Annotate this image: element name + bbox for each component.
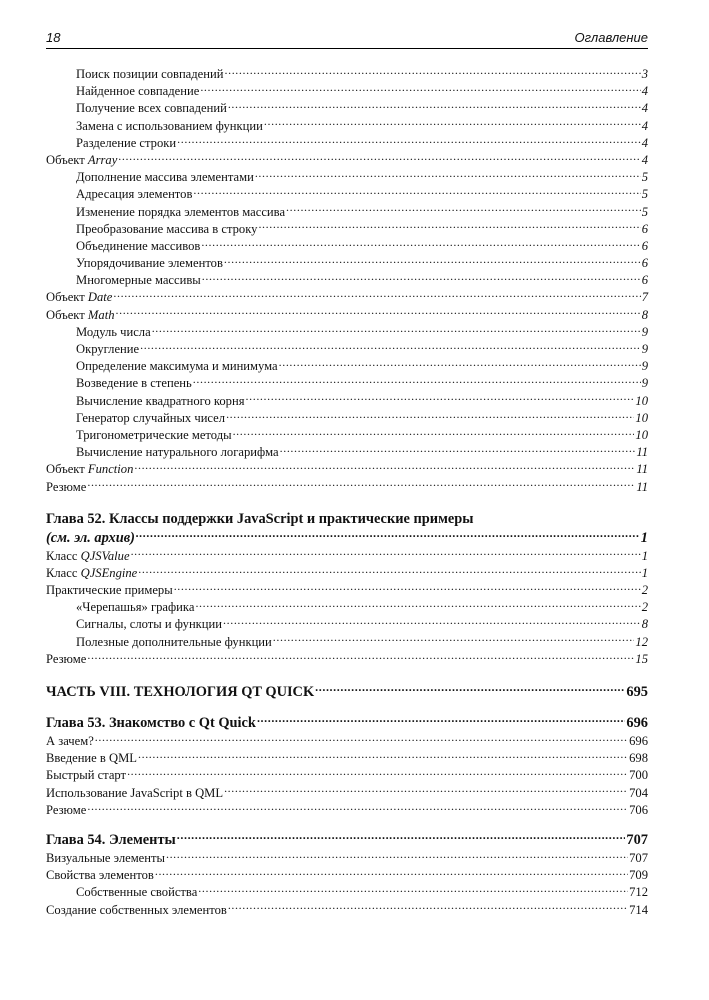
toc-entry-label-text: Найденное совпадение (76, 84, 200, 99)
toc-entry-label-text: Генератор случайных чисел (76, 410, 226, 425)
toc-entry-label-text: Введение в QML (46, 751, 137, 766)
toc-entry-label (46, 307, 115, 324)
toc-entry-label (76, 186, 192, 203)
leader-dots (255, 169, 641, 181)
toc-entry-page: 11 (636, 445, 648, 460)
toc-entry-page: 10 (635, 427, 648, 442)
chapter-54-label: Глава 54. Элементы (46, 831, 176, 848)
leader-dots (136, 530, 640, 542)
leader-dots (166, 850, 628, 862)
toc-entry[interactable] (46, 785, 648, 802)
toc-entry-page: 5 (641, 204, 648, 219)
part-8-page: 695 (626, 684, 648, 700)
toc-entry-page: 2 (641, 583, 648, 598)
toc-entry-label (76, 272, 201, 289)
toc-entry-label-text: Объект (46, 152, 88, 167)
toc-entry[interactable] (46, 750, 648, 767)
toc-entry-page: 698 (629, 751, 648, 766)
toc-entry[interactable] (46, 289, 648, 306)
toc-entry-page: 4 (641, 118, 648, 133)
leader-dots (264, 118, 641, 130)
toc-entry-label (76, 358, 278, 375)
toc-entry-page: 2 (641, 600, 648, 615)
part-8-label: ЧАСТЬ VIII. ТЕХНОЛОГИЯ QT QUICK (46, 684, 315, 700)
leader-dots (225, 66, 641, 78)
toc-entry-label (76, 100, 227, 117)
toc-entry-label-text: Полезные дополнительные функции (76, 634, 272, 649)
toc-entry-label (76, 204, 285, 221)
toc-entry-page: 6 (641, 221, 648, 236)
toc-entry[interactable] (46, 169, 648, 186)
toc-entry-label (76, 118, 263, 135)
toc-entry-label-text: Изменение порядка элементов массива (76, 204, 286, 219)
toc-entry-label-text: А зачем? (46, 734, 94, 748)
toc-entry-page: 696 (629, 734, 648, 748)
toc-block-chapter-52 (46, 548, 648, 668)
toc-entry-label-text: Класс (46, 565, 81, 580)
toc-entry[interactable] (46, 375, 648, 392)
leader-dots (138, 750, 628, 762)
toc-entry[interactable] (46, 902, 648, 919)
toc-entry-label-italic: Math (87, 307, 115, 322)
leader-dots (273, 634, 635, 646)
toc-entry-page: 11 (636, 462, 648, 477)
toc-entry-label-text: Класс (46, 548, 81, 563)
toc-entry-page: 15 (635, 651, 648, 666)
toc-entry-label (76, 884, 197, 901)
leader-dots (279, 358, 641, 370)
toc-entry-label-text: Практические примеры (46, 583, 173, 598)
leader-dots (116, 307, 641, 319)
toc-entry[interactable] (46, 634, 648, 651)
toc-entry[interactable] (46, 867, 648, 884)
leader-dots (155, 867, 628, 879)
leader-dots (246, 393, 635, 405)
chapter-52-title[interactable]: Глава 52. Классы поддержки JavaScript и практические примеры (46, 510, 474, 527)
toc-entry-label-text: Вычисление квадратного корня (76, 393, 245, 408)
toc-entry-page: 4 (641, 152, 648, 167)
toc-entry-label-text: Дополнение массива элементами (76, 170, 254, 185)
toc-entry-label (76, 66, 224, 83)
leader-dots (228, 902, 628, 914)
toc-entry-label (76, 341, 139, 358)
toc-entry-page: 5 (641, 170, 648, 185)
toc-entry[interactable] (46, 118, 648, 135)
toc-entry-page: 712 (629, 885, 648, 900)
toc-entry-label (76, 135, 176, 152)
chapter-52-archive-line[interactable] (46, 529, 648, 548)
table-of-contents (46, 66, 648, 919)
toc-entry-label (76, 599, 194, 616)
toc-entry-label-text: Преобразование массива в строку (76, 221, 258, 236)
leader-dots (286, 204, 641, 216)
chapter-53-label: Глава 53. Знакомство с Qt Quick (46, 715, 256, 731)
toc-entry-label (76, 221, 257, 238)
toc-entry-label (46, 479, 86, 496)
toc-entry-label (76, 255, 223, 272)
toc-entry-label (76, 375, 192, 392)
toc-entry-label (76, 83, 199, 100)
toc-entry-label-text: Тригонометрические методы (76, 427, 232, 442)
toc-entry[interactable] (46, 479, 648, 496)
running-title: Оглавление (574, 30, 648, 45)
leader-dots (193, 186, 640, 198)
leader-dots (224, 785, 628, 797)
toc-entry-label-text: Возведение в степень (76, 376, 192, 391)
toc-entry-label-text: Упорядочивание элементов (76, 256, 223, 271)
toc-entry-page: 6 (641, 273, 648, 288)
toc-entry-label-text: Объект (46, 290, 88, 305)
toc-entry-label-text: Сигналы, слоты и функции (76, 617, 223, 632)
toc-entry-label (46, 867, 154, 884)
toc-entry-label (46, 152, 117, 169)
toc-entry[interactable] (46, 66, 648, 83)
leader-dots (174, 582, 641, 594)
toc-entry-label (76, 410, 225, 427)
leader-dots (177, 832, 626, 844)
toc-entry-page: 9 (641, 342, 648, 356)
toc-entry-label-text: Разделение строки (76, 135, 177, 150)
toc-block-chapter-53 (46, 733, 648, 819)
toc-entry-page: 6 (641, 256, 648, 271)
toc-entry[interactable] (46, 444, 648, 461)
leader-dots (127, 767, 628, 779)
toc-entry-label (76, 393, 245, 410)
page-header (46, 26, 648, 49)
toc-entry[interactable] (46, 152, 648, 169)
toc-entry-label (46, 461, 133, 478)
toc-entry-label (46, 850, 165, 867)
toc-entry-label-text: Резюме (46, 651, 87, 666)
toc-entry-label (76, 238, 200, 255)
toc-entry[interactable] (46, 83, 648, 100)
toc-entry[interactable] (46, 548, 648, 565)
toc-entry[interactable] (46, 616, 648, 633)
toc-entry-page: 709 (629, 868, 648, 883)
toc-entry-label (76, 427, 232, 444)
toc-entry-label-text: Многомерные массивы (76, 273, 201, 288)
toc-entry-page: 1 (641, 565, 648, 580)
toc-entry-label (46, 565, 137, 582)
toc-entry[interactable] (46, 100, 648, 117)
leader-dots (140, 341, 641, 353)
toc-entry-page: 10 (635, 393, 648, 408)
toc-entry-label (46, 750, 137, 767)
toc-entry-label (76, 634, 272, 651)
leader-dots (200, 83, 640, 95)
toc-entry-page: 8 (641, 307, 648, 322)
toc-entry-label-text: Определение максимума и минимума (76, 359, 278, 374)
toc-entry-page: 704 (629, 785, 648, 800)
toc-entry[interactable] (46, 204, 648, 221)
toc-entry[interactable] (46, 324, 648, 341)
toc-entry-label (46, 651, 86, 668)
leader-dots (202, 272, 641, 284)
toc-entry-label-text: Собственные свойства (76, 885, 198, 900)
toc-entry-page: 4 (641, 101, 648, 116)
toc-entry-label-text: «Черепашья» графика (76, 600, 195, 615)
toc-entry-label (46, 733, 94, 750)
leader-dots (226, 410, 634, 422)
toc-entry[interactable] (46, 582, 648, 599)
toc-entry[interactable] (46, 850, 648, 867)
leader-dots (193, 375, 641, 387)
toc-entry-label (76, 324, 151, 341)
toc-entry-page: 6 (641, 238, 648, 253)
toc-entry[interactable] (46, 221, 648, 238)
toc-entry-page: 12 (635, 634, 648, 649)
toc-entry-label-text: Округление (76, 342, 140, 356)
toc-entry-page: 714 (629, 902, 648, 917)
toc-entry[interactable] (46, 427, 648, 444)
page-number: 18 (46, 30, 61, 45)
toc-entry-page: 10 (635, 410, 648, 425)
toc-entry-page: 5 (641, 187, 648, 202)
toc-entry-label-text: Получение всех совпадений (76, 101, 227, 116)
toc-entry-label-text: Поиск позиции совпадений (76, 67, 224, 81)
toc-entry[interactable] (46, 272, 648, 289)
toc-entry-label-text: Использование JavaScript в QML (46, 785, 224, 800)
toc-entry[interactable] (46, 186, 648, 203)
toc-entry[interactable] (46, 733, 648, 750)
leader-dots (195, 599, 640, 611)
toc-entry-page: 4 (641, 135, 648, 150)
toc-entry-label-text: Замена с использованием функции (76, 118, 263, 133)
chapter-53-entry[interactable] (46, 714, 648, 733)
toc-entry-label-text: Быстрый старт (46, 768, 127, 783)
chapter-54-entry[interactable] (46, 831, 648, 850)
toc-entry-label-text: Модуль числа (76, 324, 151, 339)
leader-dots (134, 461, 635, 473)
toc-entry-page: 8 (641, 617, 648, 632)
toc-entry-label (76, 616, 222, 633)
toc-block-javascript-objects (46, 66, 648, 496)
toc-entry-label (46, 785, 223, 802)
toc-entry-page: 706 (629, 802, 648, 817)
toc-entry-page: 707 (629, 850, 648, 865)
leader-dots (87, 802, 628, 814)
leader-dots (258, 221, 640, 233)
leader-dots (201, 238, 640, 250)
toc-entry-label-italic: Date (87, 290, 113, 305)
leader-dots (224, 255, 641, 267)
chapter-53-page: 696 (626, 715, 648, 731)
toc-entry-label-text: Резюме (46, 479, 87, 494)
toc-entry-page: 700 (629, 768, 648, 783)
leader-dots (87, 651, 634, 663)
leader-dots (223, 616, 641, 628)
toc-entry-label-text: Объект (46, 462, 88, 477)
toc-entry-page: 4 (641, 84, 648, 99)
toc-entry-page: 9 (641, 359, 648, 374)
toc-entry-label-text: Объект (46, 307, 88, 322)
toc-entry[interactable] (46, 802, 648, 819)
toc-entry-label-text: Свойства элементов (46, 868, 154, 883)
leader-dots (198, 884, 628, 896)
leader-dots (280, 444, 636, 456)
toc-entry-page: 11 (636, 479, 648, 494)
toc-entry-label (46, 582, 173, 599)
toc-entry-label (46, 802, 86, 819)
toc-entry-label (46, 902, 227, 919)
toc-block-chapter-54 (46, 850, 648, 919)
toc-entry[interactable] (46, 393, 648, 410)
toc-entry[interactable] (46, 341, 648, 358)
leader-dots (228, 100, 641, 112)
toc-entry-label-text: Резюме (46, 802, 87, 817)
toc-entry-label-text: Вычисление натурального логарифма (76, 445, 279, 460)
toc-entry[interactable] (46, 767, 648, 784)
toc-entry[interactable] (46, 135, 648, 152)
toc-entry-page: 9 (641, 376, 648, 391)
toc-entry-page: 3 (641, 67, 648, 81)
toc-entry-label-text: Адресация элементов (76, 187, 193, 202)
leader-dots (233, 427, 635, 439)
leader-dots (113, 289, 640, 301)
toc-entry[interactable] (46, 307, 648, 324)
toc-entry-label (76, 169, 254, 186)
toc-entry-label-text: Визуальные элементы (46, 850, 165, 865)
chapter-54-page: 707 (626, 831, 648, 848)
part-8-entry[interactable] (46, 682, 648, 702)
toc-entry[interactable] (46, 238, 648, 255)
toc-entry[interactable] (46, 884, 648, 901)
toc-entry[interactable] (46, 565, 648, 582)
toc-entry-label (46, 289, 112, 306)
toc-entry-label-text: Создание собственных элементов (46, 902, 227, 917)
chapter-52-archive-label: (см. эл. архив) (46, 529, 135, 546)
toc-entry-page: 9 (641, 324, 648, 339)
leader-dots (177, 135, 641, 147)
toc-entry[interactable] (46, 410, 648, 427)
toc-entry-label-italic: Function (87, 462, 134, 477)
chapter-52-page: 1 (640, 529, 648, 546)
toc-entry[interactable] (46, 599, 648, 616)
leader-dots (87, 479, 635, 491)
leader-dots (257, 715, 625, 727)
leader-dots (152, 324, 641, 336)
toc-entry-label-italic: QJSValue (80, 548, 130, 563)
leader-dots (315, 684, 625, 696)
toc-entry-label (46, 767, 126, 784)
toc-entry-label-text: Объединение массивов (76, 238, 201, 253)
toc-entry-label (46, 548, 130, 565)
toc-entry-label-italic: QJSEngine (80, 565, 138, 580)
toc-entry[interactable] (46, 255, 648, 272)
toc-entry-label (76, 444, 279, 461)
toc-entry[interactable] (46, 358, 648, 375)
toc-entry-page: 7 (641, 290, 648, 305)
leader-dots (131, 548, 641, 560)
leader-dots (95, 733, 628, 745)
toc-entry-label-italic: Array (87, 152, 118, 167)
toc-entry-page: 1 (641, 548, 648, 563)
leader-dots (118, 152, 640, 164)
leader-dots (138, 565, 640, 577)
toc-entry[interactable] (46, 651, 648, 668)
toc-entry[interactable] (46, 461, 648, 478)
